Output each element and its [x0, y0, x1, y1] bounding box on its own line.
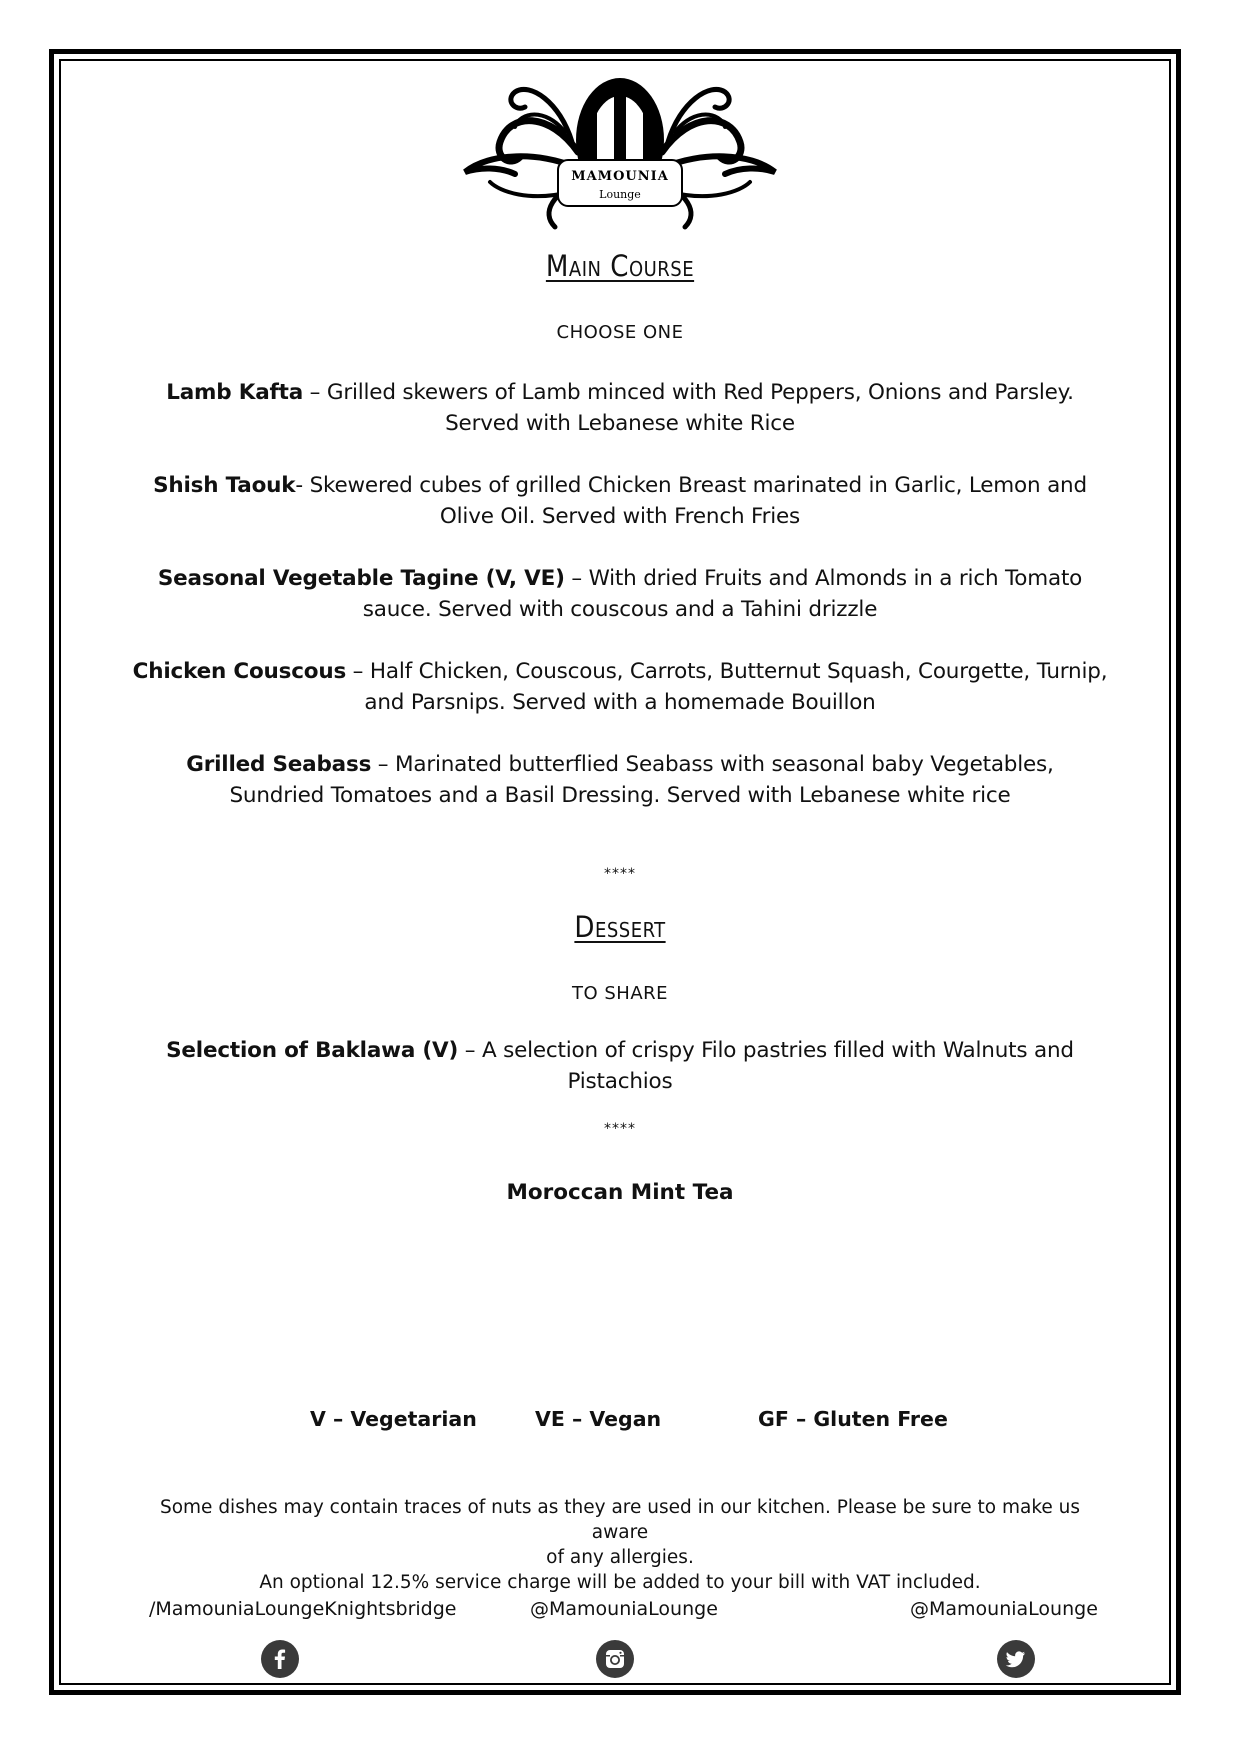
menu-item-description: Served with Lebanese white Rice [445, 411, 795, 436]
menu-item-name: Shish Taouk [153, 473, 296, 498]
main-course-subtitle: CHOOSE ONE [556, 322, 684, 343]
allergy-note-line: Some dishes may contain traces of nuts as they are used in our kitchen. Please be sure to make us aware [159, 1497, 1081, 1543]
mamounia-logo [460, 72, 780, 232]
legend-vegan: VE – Vegan [535, 1407, 662, 1431]
legend-gluten-free: GF – Gluten Free [758, 1407, 948, 1431]
menu-item [130, 1035, 1110, 1097]
facebook-handle[interactable]: /MamouniaLoungeKnightsbridge [149, 1598, 457, 1620]
logo-wordmark: MAMOUNIA [571, 169, 669, 184]
menu-item [130, 470, 1110, 532]
menu-item-name: Chicken Couscous [132, 659, 347, 684]
service-charge-note: An optional 12.5% service charge will be added to your bill with VAT included. [259, 1572, 981, 1593]
menu-item-description: Olive Oil. Served with French Fries [439, 504, 801, 529]
menu-item-separator: – [564, 566, 589, 591]
menu-item [130, 377, 1110, 439]
menu-item-name: Grilled Seabass [186, 752, 372, 777]
menu-item-separator: - [295, 473, 310, 498]
moroccan-mint-tea: Moroccan Mint Tea [506, 1180, 734, 1205]
section-separator: **** [604, 1121, 636, 1137]
menu-item-name: Seasonal Vegetable Tagine (V, VE) [157, 566, 565, 591]
menu-item-separator: – [303, 380, 327, 405]
menu-item-separator: – [458, 1038, 482, 1063]
menu-item-name: Selection of Baklawa (V) [166, 1038, 459, 1063]
legend-vegetarian: V – Vegetarian [310, 1407, 477, 1431]
menu-item-description: Half Chicken, Couscous, Carrots, Butternut Squash, Courgette, Turnip, [369, 659, 1108, 684]
menu-item-description: With dried Fruits and Almonds in a rich Tomato [588, 566, 1083, 591]
menu-item-description: Grilled skewers of Lamb minced with Red Peppers, Onions and Parsley. [326, 380, 1074, 405]
section-separator: **** [604, 866, 636, 882]
main-course-title: Main Course [545, 249, 695, 283]
menu-item-description: Skewered cubes of grilled Chicken Breast marinated in Garlic, Lemon and [309, 473, 1087, 498]
menu-item-description: A selection of crispy Filo pastries filled with Walnuts and Pistachios [481, 1038, 1074, 1094]
twitter-icon[interactable] [997, 1640, 1035, 1678]
menu-item-description: sauce. Served with couscous and a Tahini drizzle [362, 597, 878, 622]
instagram-icon[interactable] [596, 1640, 634, 1678]
twitter-handle[interactable]: @MamouniaLounge [910, 1598, 1098, 1620]
menu-item-separator: – [346, 659, 370, 684]
menu-item [130, 563, 1110, 625]
allergy-note-line: of any allergies. [546, 1547, 694, 1568]
menu-item-description: Marinated butterflied Seabass with seasonal baby Vegetables, [395, 752, 1054, 777]
instagram-handle[interactable]: @MamouniaLounge [530, 1598, 718, 1620]
dessert-subtitle: TO SHARE [571, 983, 669, 1004]
menu-item [130, 656, 1110, 718]
dessert-title: Dessert [574, 910, 666, 944]
menu-item-description: Sundried Tomatoes and a Basil Dressing. Served with Lebanese white rice [229, 783, 1011, 808]
logo-subtitle: Lounge [599, 188, 641, 201]
facebook-icon[interactable] [261, 1640, 299, 1678]
menu-item-description: and Parsnips. Served with a homemade Bouillon [364, 690, 876, 715]
menu-item [130, 749, 1110, 811]
menu-item-name: Lamb Kafta [166, 380, 304, 405]
menu-item-separator: – [371, 752, 395, 777]
allergy-note [130, 1495, 1110, 1595]
